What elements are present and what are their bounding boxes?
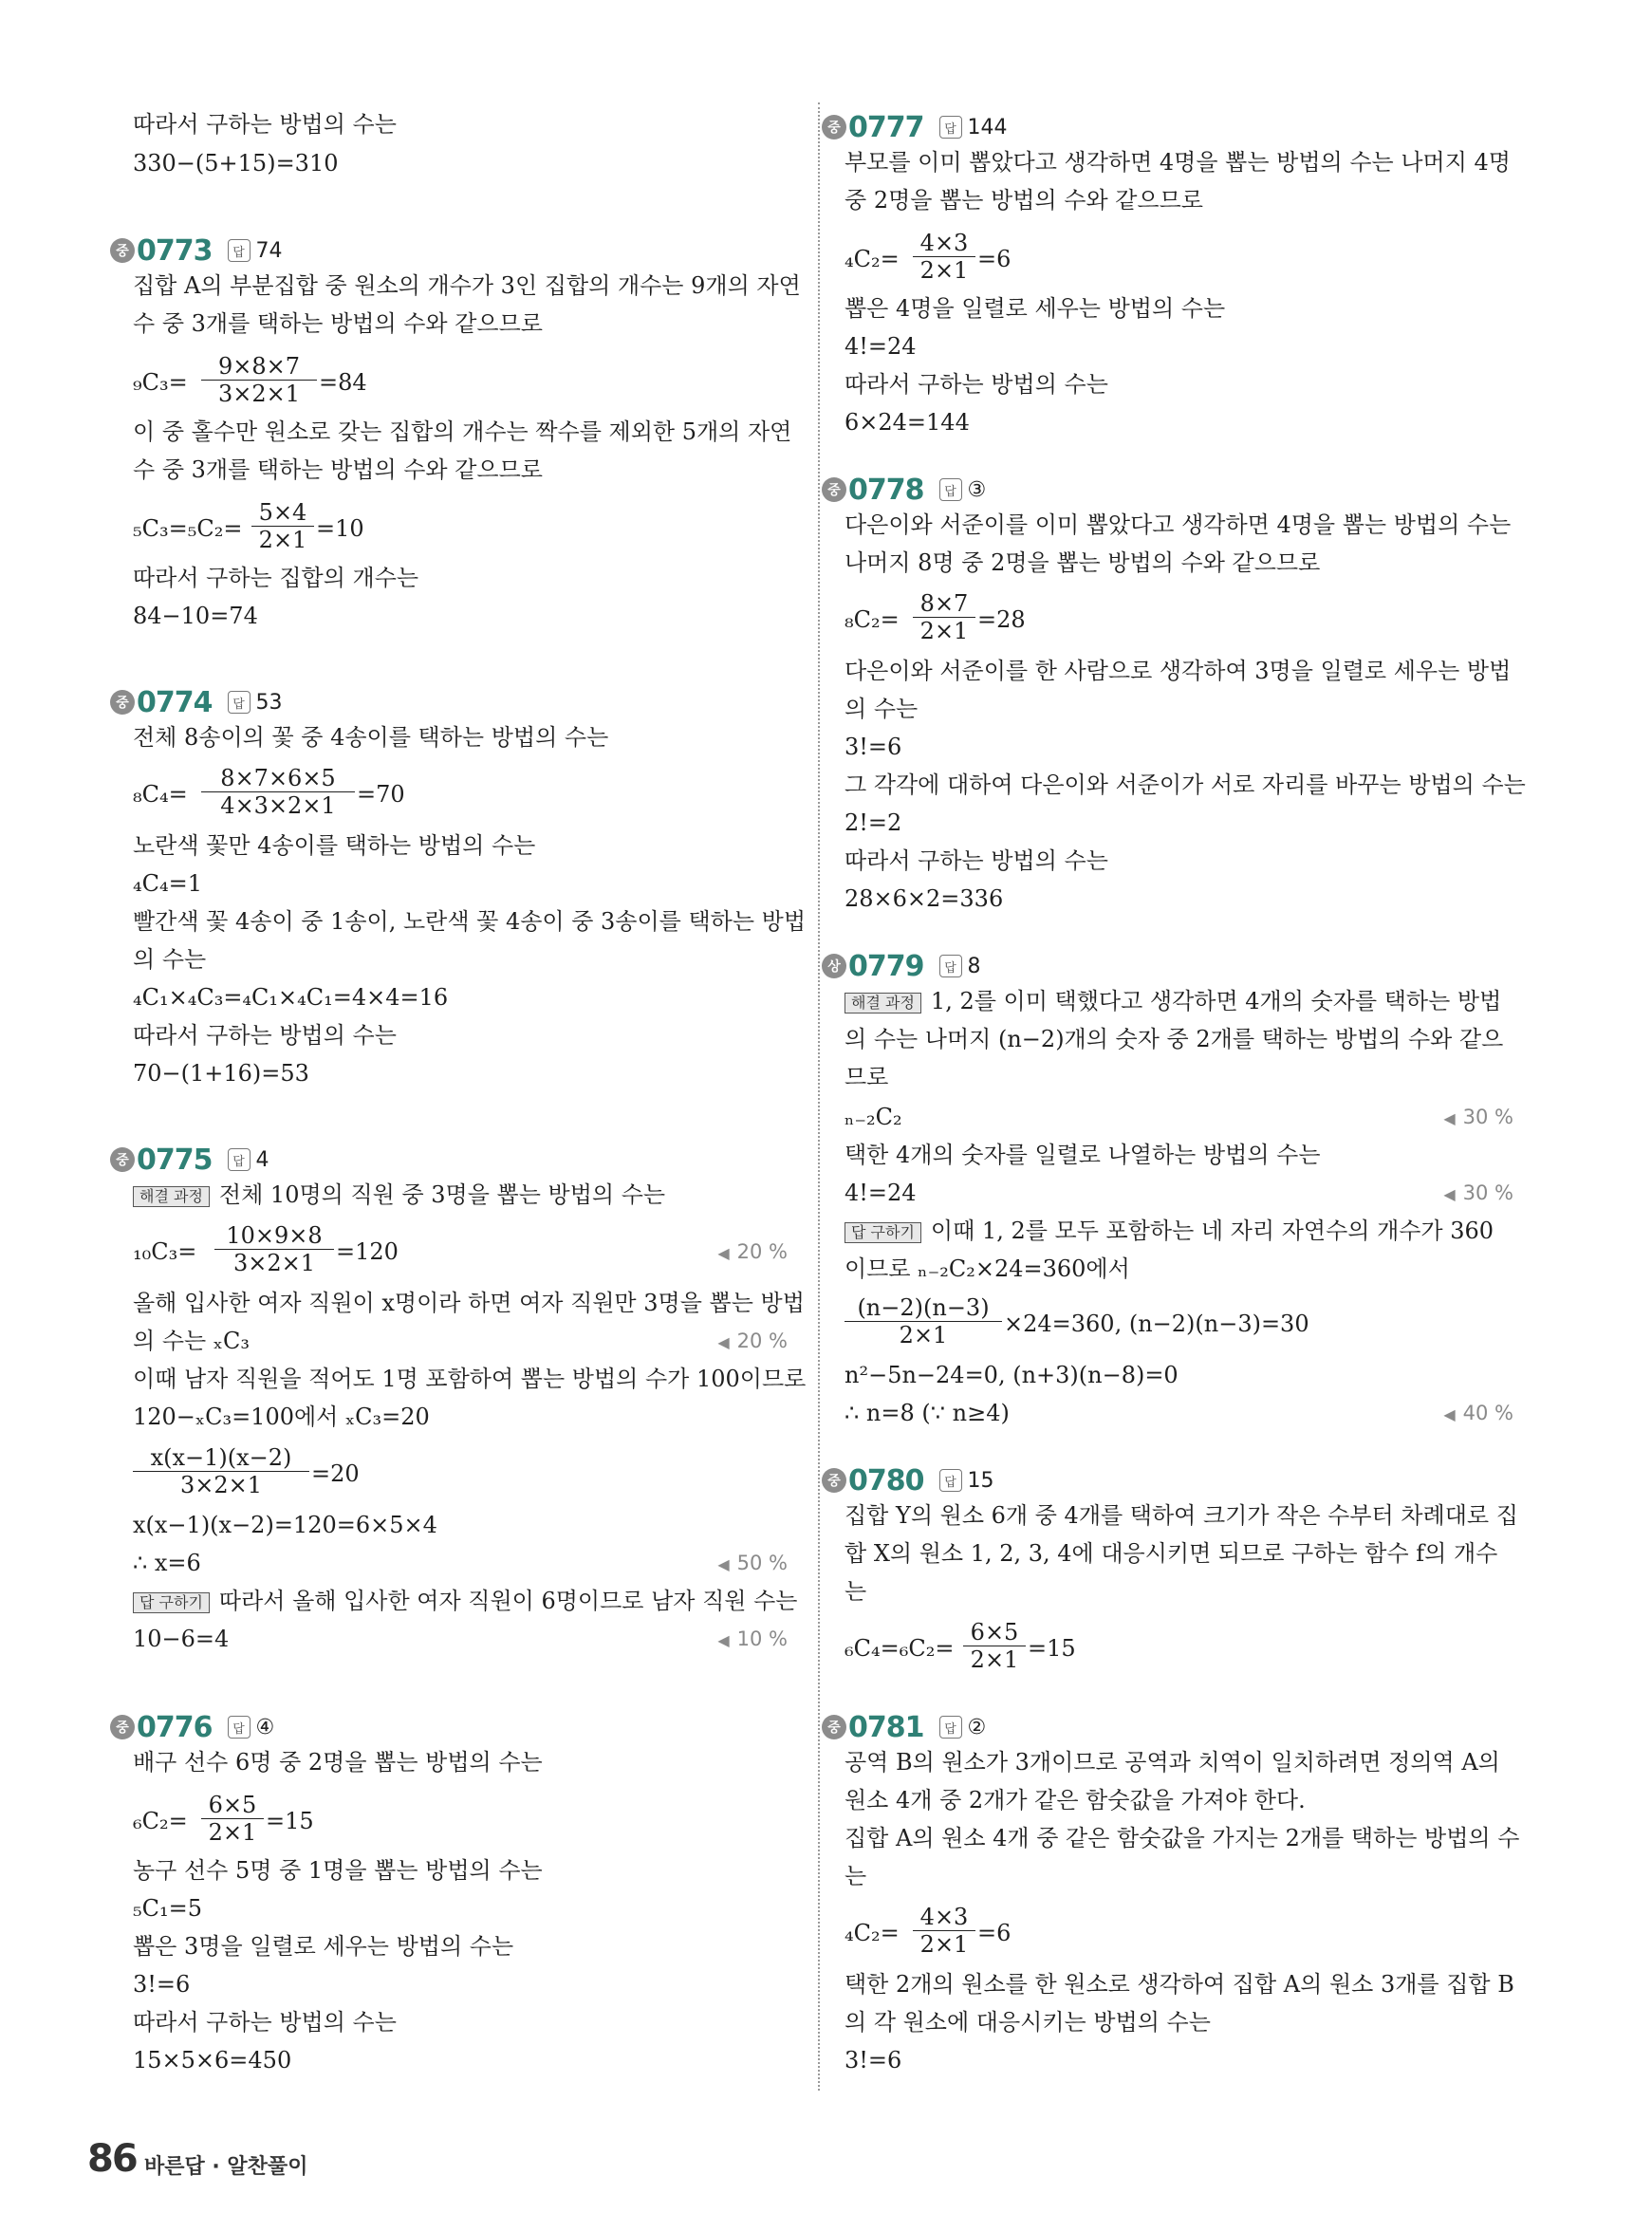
score-percent xyxy=(1443,1397,1513,1431)
problem-number: 0777 xyxy=(848,110,924,144)
text-line: ₄C₁×₄C₃=₄C₁×₄C₁=4×4=16 xyxy=(133,984,449,1011)
text-line: 28×6×2=336 xyxy=(845,885,1004,912)
formula-denominator: 3×2×1 xyxy=(232,1250,316,1276)
text-line: 합 X의 원소 1, 2, 3, 4에 대응시키면 되므로 구하는 함수 f의 개수 xyxy=(845,1540,1498,1567)
intro-line: 따라서 구하는 방법의 수는 xyxy=(133,111,397,138)
text-row xyxy=(845,1177,1513,1209)
formula-post: =6 xyxy=(977,1920,1012,1946)
formula-pre: ₈C₂= xyxy=(845,606,900,633)
answer-icon: 답 xyxy=(939,116,962,139)
text-line-body: 전체 10명의 직원 중 3명을 뽑는 방법의 수는 xyxy=(218,1181,666,1208)
text-line: ₅C₁=5 xyxy=(133,1895,202,1922)
score-percent xyxy=(717,1547,788,1581)
text-line: 의 수는 xyxy=(845,696,919,722)
text-line: 중 2명을 뽑는 방법의 수와 같으므로 xyxy=(845,187,1203,214)
text-line: 15×5×6=450 xyxy=(133,2047,292,2074)
text-line: 따라서 구하는 방법의 수는 xyxy=(845,371,1108,398)
text-row xyxy=(133,1325,788,1357)
difficulty-badge: 중 xyxy=(110,1715,135,1739)
difficulty-badge: 중 xyxy=(822,115,846,139)
formula-denominator: 2×1 xyxy=(208,1819,257,1846)
text-line: 원소 4개 중 2개가 같은 함숫값을 가져야 한다. xyxy=(845,1787,1306,1813)
text-line xyxy=(133,1585,797,1617)
score-percent xyxy=(717,1237,788,1268)
text-line: 3!=6 xyxy=(133,1971,191,1998)
score-value: 30 % xyxy=(1462,1106,1513,1128)
answer-icon: 답 xyxy=(939,1469,962,1492)
problem-number: 0773 xyxy=(137,233,213,268)
problem-number: 0780 xyxy=(848,1463,924,1497)
text-line: n²−5n−24=0, (n+3)(n−8)=0 xyxy=(845,1362,1179,1388)
text-line: 따라서 구하는 방법의 수는 xyxy=(845,847,1108,874)
problem-number: 0778 xyxy=(848,473,924,507)
problem-number: 0774 xyxy=(137,685,213,719)
formula-post: =20 xyxy=(311,1460,360,1487)
formula-numerator: 9×8×7 xyxy=(201,353,317,381)
answer-icon: 답 xyxy=(228,239,251,262)
score-percent xyxy=(717,1623,788,1657)
formula-numerator: (n−2)(n−3) xyxy=(845,1294,1002,1322)
text-line: 따라서 구하는 방법의 수는 xyxy=(133,1022,397,1049)
text-line: 공역 B의 원소가 3개이므로 공역과 치역이 일치하려면 정의역 A의 xyxy=(845,1749,1500,1776)
formula-pre: ₆C₂= xyxy=(133,1808,188,1834)
footer-title: 바른답 · 알찬풀이 xyxy=(144,2155,308,2179)
score-value: 40 % xyxy=(1462,1402,1513,1424)
answer-icon: 답 xyxy=(228,1716,251,1739)
score-percent xyxy=(717,1325,788,1359)
text-line: 올해 입사한 여자 직원이 x명이라 하면 여자 직원만 3명을 뽑는 방법 xyxy=(133,1290,805,1316)
problem-header-0777 xyxy=(822,108,1008,146)
text-line: 의 각 원소에 대응시키는 방법의 수는 xyxy=(845,2009,1211,2036)
text-line: 4!=24 xyxy=(845,333,917,360)
text-line: 전체 8송이의 꽃 중 4송이를 택하는 방법의 수는 xyxy=(133,724,609,751)
text-line-body: 1, 2를 이미 택했다고 생각하면 4개의 숫자를 택하는 방법 xyxy=(930,988,1502,1014)
answer-icon: 답 xyxy=(939,955,962,977)
problem-number: 0775 xyxy=(137,1143,213,1177)
formula-post: =15 xyxy=(266,1808,314,1834)
formula-numerator: 4×3 xyxy=(913,230,975,257)
formula-denominator: 2×1 xyxy=(970,1646,1019,1673)
text-line: 2!=2 xyxy=(845,809,902,836)
text-line: 농구 선수 5명 중 1명을 뽑는 방법의 수는 xyxy=(133,1857,543,1884)
score-percent xyxy=(1443,1101,1513,1135)
difficulty-badge: 상 xyxy=(822,954,846,978)
answer-icon: 답 xyxy=(228,691,251,714)
difficulty-badge: 중 xyxy=(110,238,135,263)
text-line xyxy=(133,1179,665,1211)
formula-post: ×24=360, (n−2)(n−3)=30 xyxy=(1004,1311,1309,1337)
formula-denominator: 2×1 xyxy=(919,257,969,284)
answer-value: 8 xyxy=(967,954,981,978)
text-line: 이므로 ₙ₋₂C₂×24=360에서 xyxy=(845,1255,1130,1282)
formula-post: =84 xyxy=(319,369,367,396)
formula-post: =10 xyxy=(316,515,364,542)
text-line: 뽑은 4명을 일렬로 세우는 방법의 수는 xyxy=(845,295,1226,322)
triangle-left-icon: ◀ xyxy=(1443,1185,1456,1203)
text-row xyxy=(133,1623,788,1655)
text-line: 수 중 3개를 택하는 방법의 수와 같으므로 xyxy=(133,456,543,483)
text-line xyxy=(845,985,1501,1017)
answer-icon: 답 xyxy=(228,1148,251,1171)
problem-header-0776 xyxy=(110,1708,274,1746)
text-line xyxy=(845,1215,1494,1247)
formula-denominator: 3×2×1 xyxy=(217,381,301,407)
formula-denominator: 2×1 xyxy=(258,527,307,553)
triangle-left-icon: ◀ xyxy=(1443,1405,1456,1423)
problem-header-0778 xyxy=(822,471,986,509)
text-line: ₄C₄=1 xyxy=(133,870,202,897)
text-line: 는 xyxy=(845,1578,867,1605)
answer-value: 15 xyxy=(967,1468,994,1493)
column-divider xyxy=(818,102,820,2091)
text-line: 그 각각에 대하여 다은이와 서준이가 서로 자리를 바꾸는 방법의 수는 xyxy=(845,772,1526,798)
formula-denominator: 3×2×1 xyxy=(179,1472,263,1498)
answer-value: 4 xyxy=(255,1147,269,1172)
step-tag-answer: 답 구하기 xyxy=(845,1222,921,1243)
text-line: 나머지 8명 중 2명을 뽑는 방법의 수와 같으므로 xyxy=(845,549,1321,576)
text-line: 6×24=144 xyxy=(845,409,970,436)
text-line: 집합 A의 부분집합 중 원소의 개수가 3인 집합의 개수는 9개의 자연 xyxy=(133,272,801,299)
text-line: 이때 남자 직원을 적어도 1명 포함하여 뽑는 방법의 수가 100이므로 xyxy=(133,1366,807,1392)
text-line-body: 이때 1, 2를 모두 포함하는 네 자리 자연수의 개수가 360 xyxy=(930,1218,1494,1244)
answer-value: 74 xyxy=(255,238,283,263)
text-line: 의 수는 xyxy=(133,946,207,973)
answer-value: ② xyxy=(967,1715,987,1739)
text-line: 4!=24 xyxy=(845,1180,917,1206)
problem-number: 0779 xyxy=(848,949,924,983)
intro-result: 330−(5+15)=310 xyxy=(133,150,339,177)
text-line: 뽑은 3명을 일렬로 세우는 방법의 수는 xyxy=(133,1933,514,1960)
text-line: 택한 4개의 숫자를 일렬로 나열하는 방법의 수는 xyxy=(845,1142,1321,1168)
formula-post: =28 xyxy=(977,606,1026,633)
text-line: 배구 선수 6명 중 2명을 뽑는 방법의 수는 xyxy=(133,1749,543,1776)
answer-value: ④ xyxy=(255,1715,275,1739)
text-line: ∴ x=6 xyxy=(133,1550,201,1576)
formula-pre: ₉C₃= xyxy=(133,369,188,396)
formula-numerator: 8×7 xyxy=(913,590,975,618)
difficulty-badge: 중 xyxy=(110,1147,135,1172)
answer-value: ③ xyxy=(967,477,987,502)
problem-header-0781 xyxy=(822,1708,986,1746)
problem-header-0774 xyxy=(110,683,283,721)
score-value: 10 % xyxy=(736,1627,788,1650)
formula-post: =15 xyxy=(1028,1635,1076,1662)
triangle-left-icon: ◀ xyxy=(1443,1109,1456,1127)
formula-pre: ₈C₄= xyxy=(133,781,188,808)
text-line: 다은이와 서준이를 한 사람으로 생각하여 3명을 일렬로 세우는 방법 xyxy=(845,658,1512,684)
text-line: ∴ n=8 (∵ n≥4) xyxy=(845,1400,1010,1426)
formula-numerator: 10×9×8 xyxy=(214,1222,334,1250)
answer-icon: 답 xyxy=(939,478,962,501)
problem-header-0773 xyxy=(110,232,283,270)
difficulty-badge: 중 xyxy=(822,477,846,502)
answer-value: 53 xyxy=(255,690,283,715)
answer-icon: 답 xyxy=(939,1716,962,1739)
formula-numerator: 4×3 xyxy=(913,1904,975,1931)
formula-denominator: 2×1 xyxy=(899,1322,948,1348)
triangle-left-icon: ◀ xyxy=(717,1555,730,1573)
text-line: x(x−1)(x−2)=120=6×5×4 xyxy=(133,1512,437,1538)
formula-pre: ₆C₄=₆C₂= xyxy=(845,1635,955,1662)
text-line: 의 수는 나머지 (n−2)개의 숫자 중 2개를 택하는 방법의 수와 같으 xyxy=(845,1026,1504,1052)
text-line-body: 따라서 올해 입사한 여자 직원이 6명이므로 남자 직원 수는 xyxy=(218,1588,798,1614)
problem-header-0779 xyxy=(822,947,981,985)
score-value: 20 % xyxy=(736,1330,788,1352)
formula-denominator: 4×3×2×1 xyxy=(220,792,336,819)
formula-numerator: 6×5 xyxy=(201,1792,264,1819)
step-tag-solving: 해결 과정 xyxy=(845,993,921,1014)
text-line: 택한 2개의 원소를 한 원소로 생각하여 집합 A의 원소 3개를 집합 B xyxy=(845,1971,1514,1998)
formula-numerator: 6×5 xyxy=(963,1619,1026,1646)
text-line: 10−6=4 xyxy=(133,1626,230,1652)
text-line: 수 중 3개를 택하는 방법의 수와 같으므로 xyxy=(133,310,543,337)
text-line: 빨간색 꽃 4송이 중 1송이, 노란색 꽃 4송이 중 3송이를 택하는 방법 xyxy=(133,908,807,935)
formula-post: =70 xyxy=(357,781,405,808)
text-line: 120−ₓC₃=100에서 ₓC₃=20 xyxy=(133,1404,430,1430)
problem-number: 0776 xyxy=(137,1710,213,1744)
text-line: 노란색 꽃만 4송이를 택하는 방법의 수는 xyxy=(133,832,536,859)
text-line: 84−10=74 xyxy=(133,603,258,629)
text-line: 따라서 구하는 집합의 개수는 xyxy=(133,565,419,591)
page-number: 86 xyxy=(87,2137,137,2181)
problem-header-0775 xyxy=(110,1141,269,1179)
difficulty-badge: 중 xyxy=(822,1468,846,1493)
formula-numerator: 8×7×6×5 xyxy=(201,765,355,792)
text-line: 따라서 구하는 방법의 수는 xyxy=(133,2009,397,2036)
formula xyxy=(133,1222,788,1279)
text-line: 므로 xyxy=(845,1064,889,1090)
score-value: 50 % xyxy=(736,1552,788,1574)
formula-pre: ₁₀C₃= xyxy=(133,1238,197,1265)
text-line: 는 xyxy=(845,1863,867,1889)
text-row xyxy=(845,1397,1513,1429)
formula-post: =6 xyxy=(977,246,1012,272)
difficulty-badge: 중 xyxy=(110,690,135,715)
text-line: 이 중 홀수만 원소로 갖는 집합의 개수는 짝수를 제외한 5개의 자연 xyxy=(133,418,792,445)
formula-numerator: 5×4 xyxy=(251,499,314,527)
text-line: 부모를 이미 뽑았다고 생각하면 4명을 뽑는 방법의 수는 나머지 4명 xyxy=(845,149,1511,176)
score-value: 30 % xyxy=(1462,1181,1513,1204)
text-line: 70−(1+16)=53 xyxy=(133,1060,309,1087)
formula-pre: ₄C₂= xyxy=(845,246,900,272)
formula-numerator: x(x−1)(x−2) xyxy=(133,1444,309,1472)
formula-denominator: 2×1 xyxy=(919,618,969,644)
answer-value: 144 xyxy=(967,115,1008,139)
text-row xyxy=(133,1547,788,1579)
text-line: 3!=6 xyxy=(845,2047,902,2074)
text-line: ₙ₋₂C₂ xyxy=(845,1104,902,1130)
triangle-left-icon: ◀ xyxy=(717,1631,730,1649)
step-tag-solving: 해결 과정 xyxy=(133,1186,210,1207)
triangle-left-icon: ◀ xyxy=(717,1333,730,1351)
text-line: 3!=6 xyxy=(845,734,902,760)
text-line: 집합 A의 원소 4개 중 같은 함숫값을 가지는 2개를 택하는 방법의 수 xyxy=(845,1825,1520,1851)
score-percent xyxy=(1443,1177,1513,1211)
triangle-left-icon: ◀ xyxy=(717,1244,730,1262)
problem-header-0780 xyxy=(822,1461,994,1499)
formula-pre: ₅C₃=₅C₂= xyxy=(133,515,243,542)
formula-denominator: 2×1 xyxy=(919,1931,969,1958)
text-row xyxy=(845,1101,1513,1133)
score-value: 20 % xyxy=(736,1240,788,1263)
text-line: 다은이와 서준이를 이미 뽑았다고 생각하면 4명을 뽑는 방법의 수는 xyxy=(845,511,1512,538)
problem-number: 0781 xyxy=(848,1710,924,1744)
difficulty-badge: 중 xyxy=(822,1715,846,1739)
formula-post: =120 xyxy=(336,1238,399,1265)
formula-pre: ₄C₂= xyxy=(845,1920,900,1946)
text-line: 집합 Y의 원소 6개 중 4개를 택하여 크기가 작은 수부터 차례대로 집 xyxy=(845,1502,1518,1529)
step-tag-answer: 답 구하기 xyxy=(133,1592,210,1613)
text-line: 의 수는 ₓC₃ xyxy=(133,1328,250,1354)
